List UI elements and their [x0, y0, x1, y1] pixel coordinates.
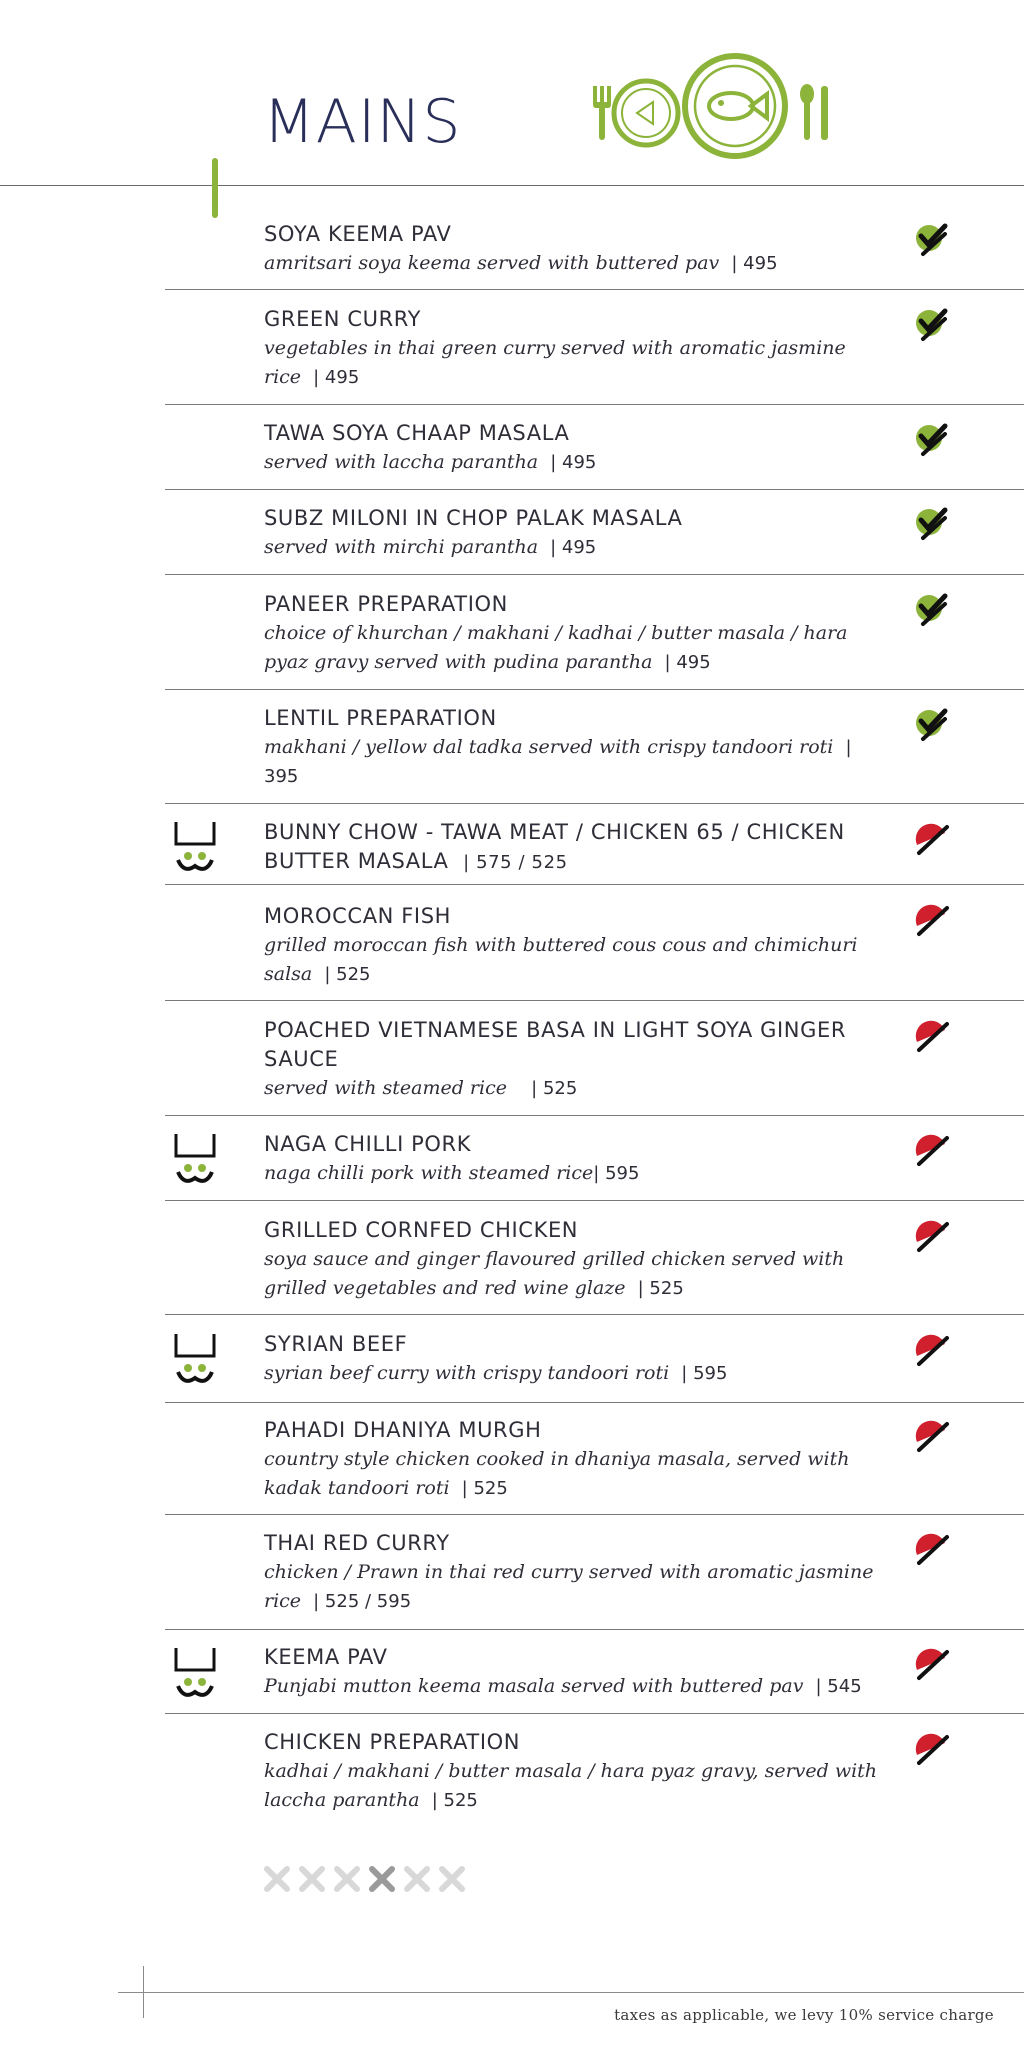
item-divider — [165, 1314, 1024, 1315]
item-description: kadhai / makhani / butter masala / hara pyaz gravy, served with laccha parantha | 525 — [264, 1760, 878, 1811]
item-price: | 395 — [264, 737, 852, 787]
item-price: | 495 — [550, 537, 597, 558]
veg-icon — [911, 305, 951, 343]
item-description: chicken / Prawn in thai red curry served with aromatic jasmine rice | 525 / 595 — [264, 1561, 874, 1612]
item-divider — [165, 1200, 1024, 1201]
spoon-icon — [800, 84, 828, 140]
item-name: SOYA KEEMA PAV — [264, 222, 452, 246]
item-price: | 525 — [431, 1790, 478, 1811]
item-name: POACHED VIETNAMESE BASA IN LIGHT SOYA GINGER SAUCE — [264, 1018, 847, 1071]
item-description: vegetables in thai green curry served with aromatic jasmine rice | 495 — [264, 337, 846, 388]
item-price: | 525 — [324, 964, 371, 985]
cross-icon — [267, 1869, 287, 1889]
chef-special-icon — [172, 820, 218, 876]
item-description: country style chicken cooked in dhaniya masala, served with kadak tandoori roti | 525 — [264, 1448, 850, 1499]
item-name: PAHADI DHANIYA MURGH — [264, 1418, 542, 1442]
item-name: CHICKEN PREPARATION — [264, 1730, 521, 1754]
item-divider — [165, 803, 1024, 804]
footer-marker — [143, 1966, 144, 2018]
item-price: | 575 / 525 — [463, 852, 568, 873]
nonveg-icon — [911, 1529, 951, 1567]
item-price: | 525 — [531, 1078, 578, 1099]
fish-plate-icon — [685, 56, 785, 156]
item-name: THAI RED CURRY — [264, 1531, 450, 1555]
item-price: | 595 — [681, 1363, 728, 1384]
page-title: MAINS — [263, 87, 462, 157]
item-price: | 595 — [593, 1163, 640, 1184]
item-description: choice of khurchan / makhani / kadhai / butter masala / hara pyaz gravy served with pudina parantha | 495 — [264, 622, 848, 673]
item-price: | 495 — [664, 652, 711, 673]
cross-icon — [302, 1869, 322, 1889]
fork-icon — [593, 86, 611, 140]
item-divider — [165, 1402, 1024, 1403]
chef-special-icon — [172, 1332, 218, 1388]
item-description: grilled moroccan fish with buttered cous cous and chimichuri salsa | 525 — [264, 934, 858, 985]
item-name: SYRIAN BEEF — [264, 1332, 408, 1356]
item-divider — [165, 1000, 1024, 1001]
veg-icon — [911, 705, 951, 743]
nonveg-icon — [911, 1130, 951, 1168]
item-divider — [165, 489, 1024, 490]
nonveg-icon — [911, 819, 951, 857]
cross-icon — [442, 1869, 462, 1889]
nonveg-icon — [911, 1016, 951, 1054]
item-divider — [165, 1629, 1024, 1630]
footer-note: taxes as applicable, we levy 10% service charge — [614, 2006, 994, 2024]
item-divider — [165, 289, 1024, 290]
item-description: served with steamed rice | 525 — [264, 1077, 578, 1099]
item-divider — [165, 1115, 1024, 1116]
item-divider — [165, 884, 1024, 885]
spice-rating-crosses — [262, 1864, 472, 1894]
item-name: KEEMA PAV — [264, 1645, 388, 1669]
cross-icon — [337, 1869, 357, 1889]
header-divider — [0, 185, 1024, 186]
chef-special-icon — [172, 1132, 218, 1188]
item-description: soya sauce and ginger flavoured grilled chicken served with grilled vegetables and red wine glaze | 525 — [264, 1248, 845, 1299]
item-price: | 495 — [313, 367, 360, 388]
item-name: LENTIL PREPARATION — [264, 706, 497, 730]
item-description: served with mirchi parantha | 495 — [264, 536, 597, 558]
item-price: | 495 — [550, 452, 597, 473]
veg-icon — [911, 590, 951, 628]
item-name: TAWA SOYA CHAAP MASALA — [264, 421, 570, 445]
item-description: naga chilli pork with steamed rice| 595 — [264, 1162, 640, 1184]
item-divider — [165, 574, 1024, 575]
item-price: | 525 / 595 — [313, 1591, 412, 1612]
item-price: | 525 — [461, 1478, 508, 1499]
item-price: | 495 — [731, 253, 778, 274]
item-divider — [165, 689, 1024, 690]
item-divider — [165, 1713, 1024, 1714]
item-description: makhani / yellow dal tadka served with crispy tandoori roti | 395 — [264, 736, 852, 787]
cross-icon — [372, 1869, 392, 1889]
nonveg-icon — [911, 1330, 951, 1368]
nonveg-icon — [911, 1644, 951, 1682]
item-name: BUNNY CHOW - TAWA MEAT / CHICKEN 65 / CHICKEN BUTTER MASALA | 575 / 525 — [264, 820, 845, 873]
item-divider — [165, 1514, 1024, 1515]
item-name: MOROCCAN FISH — [264, 904, 452, 928]
chef-special-icon — [172, 1646, 218, 1702]
cutlery-plates-icon — [585, 50, 845, 168]
nonveg-icon — [911, 900, 951, 938]
item-name: NAGA CHILLI PORK — [264, 1132, 472, 1156]
item-name: GREEN CURRY — [264, 307, 422, 331]
nonveg-icon — [911, 1216, 951, 1254]
plate-icon — [614, 81, 678, 145]
item-price: | 545 — [815, 1676, 862, 1697]
accent-marker — [212, 158, 218, 218]
item-description: served with laccha parantha | 495 — [264, 451, 597, 473]
nonveg-icon — [911, 1729, 951, 1767]
item-price: | 525 — [637, 1278, 684, 1299]
item-name: GRILLED CORNFED CHICKEN — [264, 1218, 579, 1242]
item-description: syrian beef curry with crispy tandoori roti | 595 — [264, 1362, 728, 1384]
item-description: amritsari soya keema served with buttered pav | 495 — [264, 252, 778, 274]
cross-icon — [407, 1869, 427, 1889]
item-name: PANEER PREPARATION — [264, 592, 508, 616]
item-description: Punjabi mutton keema masala served with buttered pav | 545 — [264, 1675, 862, 1697]
item-name: SUBZ MILONI IN CHOP PALAK MASALA — [264, 506, 683, 530]
item-divider — [165, 404, 1024, 405]
nonveg-icon — [911, 1416, 951, 1454]
veg-icon — [911, 504, 951, 542]
veg-icon — [911, 420, 951, 458]
footer-divider — [118, 1992, 1024, 1993]
veg-icon — [911, 220, 951, 258]
